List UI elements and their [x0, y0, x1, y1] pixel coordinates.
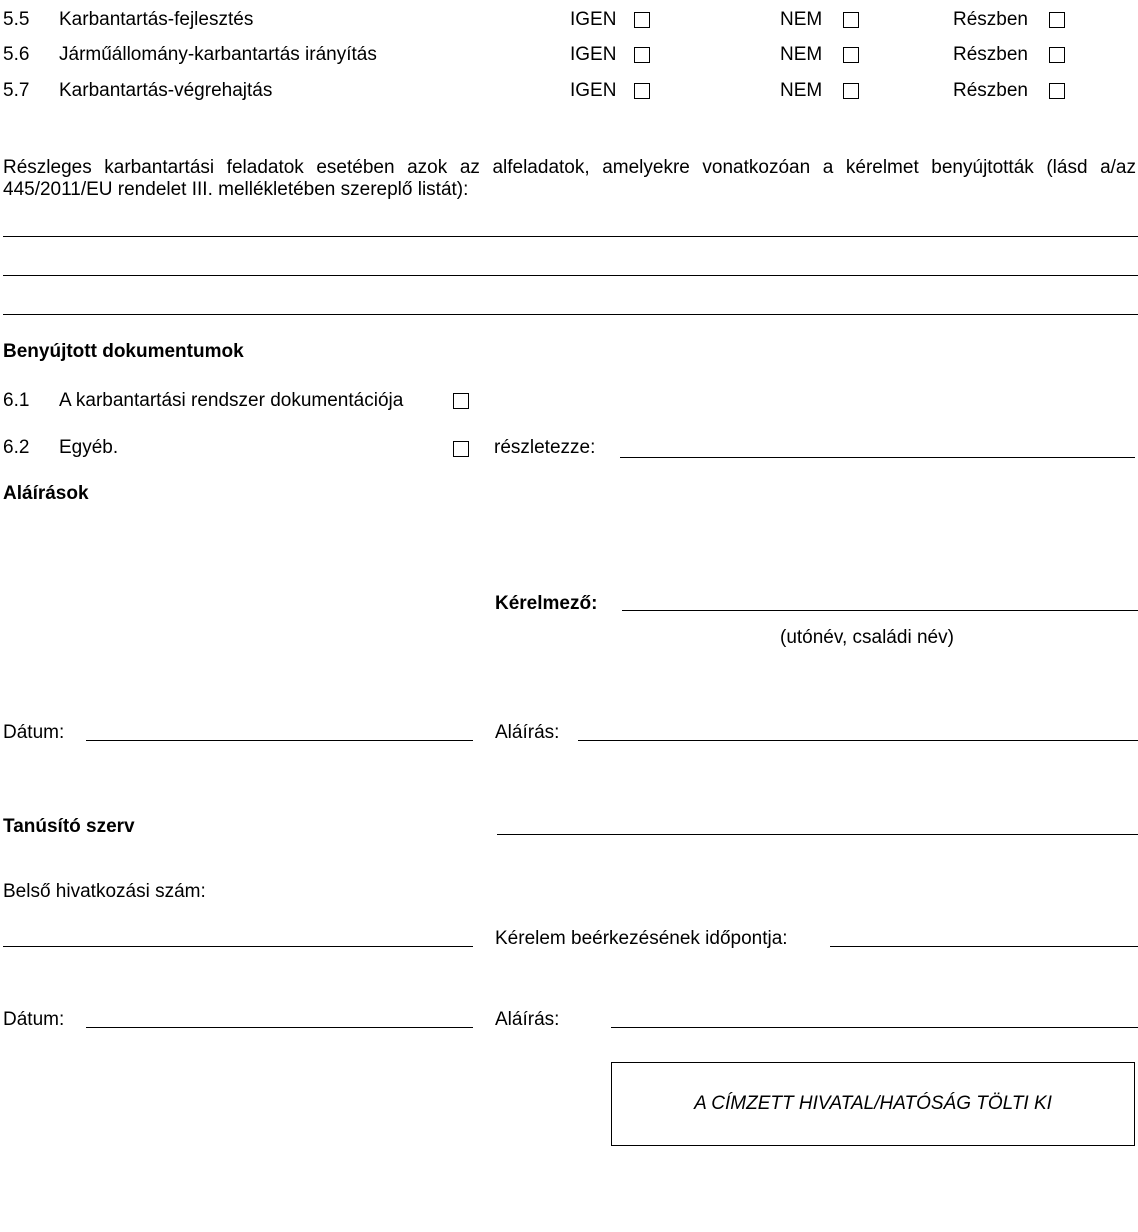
partial-tasks-line-2[interactable]: [3, 275, 1138, 276]
documents-heading: Benyújtott dokumentumok: [3, 341, 244, 362]
no-label: NEM: [780, 44, 823, 65]
doc-6-1-checkbox[interactable]: [453, 393, 469, 409]
partial-label: Részben: [953, 80, 1028, 101]
doc-6-1-number: 6.1: [3, 390, 30, 411]
row-number: 5.6: [3, 44, 30, 65]
yes-label: IGEN: [570, 9, 617, 30]
no-checkbox[interactable]: [843, 12, 859, 28]
row-label: Karbantartás-fejlesztés: [59, 9, 254, 30]
row-label: Járműállomány-karbantartás irányítás: [59, 44, 377, 65]
nb-signature-line[interactable]: [611, 1027, 1138, 1028]
applicant-label: Kérelmező:: [495, 593, 598, 614]
doc-6-1-label: A karbantartási rendszer dokumentációja: [59, 390, 404, 411]
partial-tasks-line-1[interactable]: [3, 236, 1138, 237]
applicant-date-line[interactable]: [86, 740, 473, 741]
nb-date-label: Dátum:: [3, 1009, 65, 1030]
no-checkbox[interactable]: [843, 47, 859, 63]
notified-body-line[interactable]: [497, 834, 1138, 835]
notified-body-heading: Tanúsító szerv: [3, 816, 135, 837]
yes-checkbox[interactable]: [634, 83, 650, 99]
row-number: 5.5: [3, 9, 30, 30]
applicant-name-line[interactable]: [622, 610, 1138, 611]
received-line[interactable]: [830, 946, 1138, 947]
applicant-date-label: Dátum:: [3, 722, 65, 743]
yes-checkbox[interactable]: [634, 47, 650, 63]
partial-tasks-text: Részleges karbantartási feladatok esetében azok az alfeladatok, amelyekre vonatkozóan a kérelmet benyújtották (lásd a/az 445/2011/EU rendelet III. mellékletében szereplő listát):: [3, 157, 1136, 200]
received-label: Kérelem beérkezésének időpontja:: [495, 928, 788, 949]
partial-tasks-line-3[interactable]: [3, 314, 1138, 315]
applicant-signature-line[interactable]: [578, 740, 1138, 741]
applicant-signature-label: Aláírás:: [495, 722, 560, 743]
office-use-box: [611, 1062, 1135, 1146]
nb-signature-label: Aláírás:: [495, 1009, 560, 1030]
partial-label: Részben: [953, 9, 1028, 30]
doc-6-2-detail-label: részletezze:: [494, 437, 596, 458]
yes-label: IGEN: [570, 80, 617, 101]
internal-ref-line[interactable]: [3, 946, 473, 947]
partial-checkbox[interactable]: [1049, 83, 1065, 99]
name-hint: (utónév, családi név): [780, 627, 954, 648]
yes-label: IGEN: [570, 44, 617, 65]
internal-ref-label: Belső hivatkozási szám:: [3, 881, 206, 902]
no-label: NEM: [780, 9, 823, 30]
no-label: NEM: [780, 80, 823, 101]
partial-label: Részben: [953, 44, 1028, 65]
partial-checkbox[interactable]: [1049, 47, 1065, 63]
row-number: 5.7: [3, 80, 30, 101]
row-label: Karbantartás-végrehajtás: [59, 80, 273, 101]
no-checkbox[interactable]: [843, 83, 859, 99]
doc-6-2-checkbox[interactable]: [453, 441, 469, 457]
office-use-text: A CÍMZETT HIVATAL/HATÓSÁG TÖLTI KI: [694, 1093, 1052, 1114]
yes-checkbox[interactable]: [634, 12, 650, 28]
partial-checkbox[interactable]: [1049, 12, 1065, 28]
doc-6-2-detail-line[interactable]: [620, 457, 1135, 458]
doc-6-2-number: 6.2: [3, 437, 30, 458]
doc-6-2-label: Egyéb.: [59, 437, 119, 458]
signatures-heading: Aláírások: [3, 483, 89, 504]
nb-date-line[interactable]: [86, 1027, 473, 1028]
